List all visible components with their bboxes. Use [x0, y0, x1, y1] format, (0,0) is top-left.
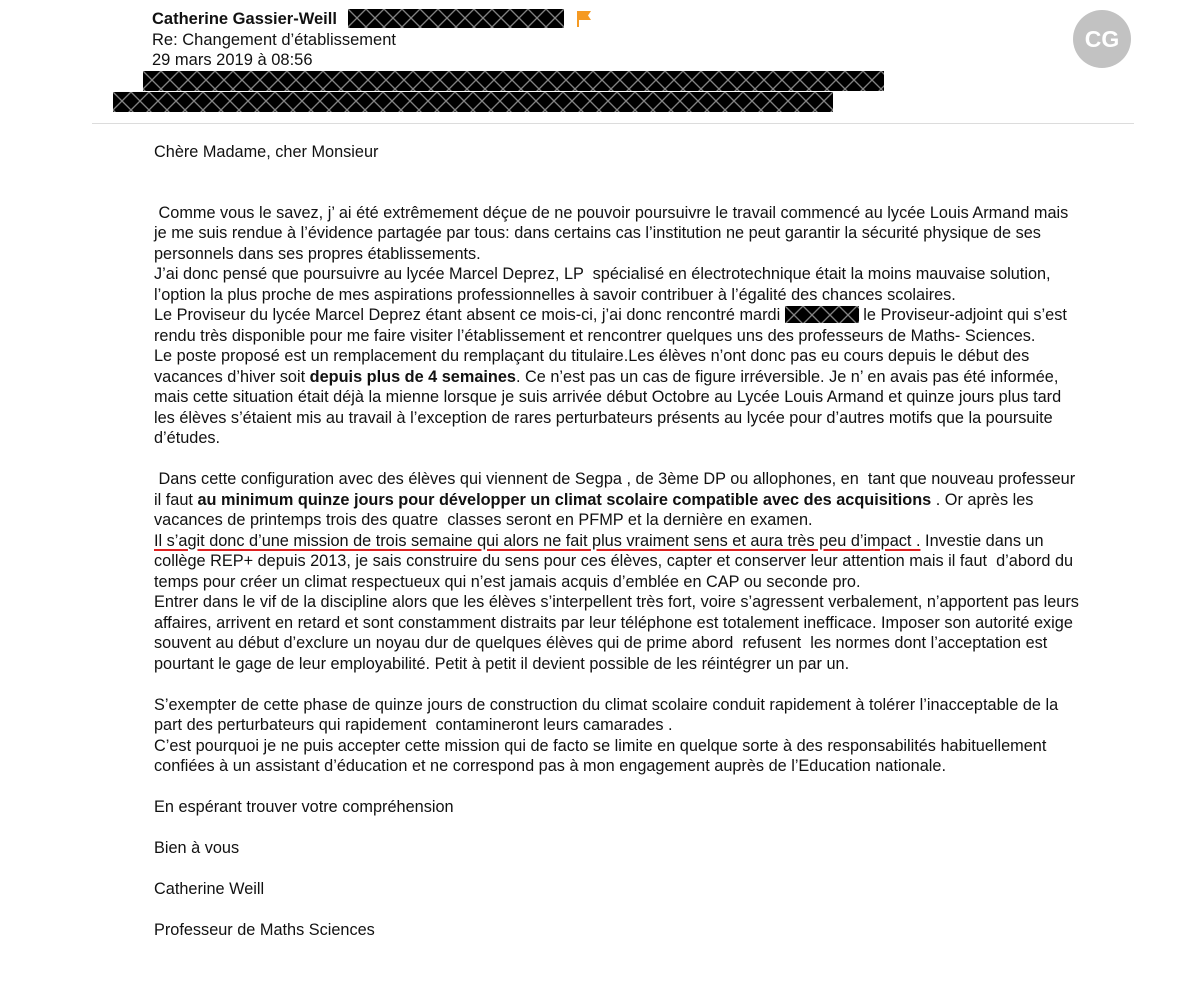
body-line: d’études. — [154, 429, 221, 447]
body-line: J’ai donc pensé que poursuivre au lycée Marcel Deprez, LP spécialisé en électrotechnique était la moins mauvaise solution, — [154, 265, 1051, 283]
body-line: collège REP+ depuis 2013, je sais construire du sens pour ces élèves, capter et conserver leur attention mais il faut d’abord du — [154, 552, 1074, 570]
body-line — [154, 305, 1144, 326]
body-line — [154, 531, 1144, 552]
body-line: affaires, arrivent en retard et sont constamment distraits par leur téléphone est totalement inefficace. Imposer son autorité exige — [154, 613, 1073, 632]
signature-title: Professeur de Maths Sciences — [154, 921, 375, 939]
date-value: 29 mars 2019 à 08:56 — [152, 51, 313, 69]
paragraph-1 — [154, 203, 1144, 449]
paragraph-2 — [154, 469, 1144, 674]
body-line: C’est pourquoi je ne puis accepter cette mission qui de facto se limite en quelque sorte à des responsabilités habituellement — [154, 736, 1047, 755]
paragraph-3 — [154, 695, 1144, 777]
body-line: souvent au début d’exclure un noyau dur de quelques élèves qui de prime abord refusent les normes dont l’acceptation est — [154, 634, 1048, 652]
signature-name: Catherine Weill — [154, 880, 265, 898]
body-text: vacances d’hiver soit — [154, 367, 310, 386]
body-line: les élèves s’étaient mis au travail à l’exception de rares perturbateurs présents au lycée pour d’autres motifs que la poursuite — [154, 408, 1053, 427]
body-line: pourtant le gage de leur employabilité. Petit à petit il devient possible de les réintégrer un par un. — [154, 654, 850, 673]
body-text: Investie dans un — [920, 531, 1044, 550]
body-line: confiées à un assistant d’éducation et ne correspond pas à mon engagement auprès de l’Education nationale. — [154, 757, 946, 775]
bold-text: au minimum quinze jours pour développer un climat scolaire compatible avec des acquisitions — [197, 490, 932, 509]
body-line: l’option la plus proche de mes aspirations professionnelles à savoir contribuer à l’égalité des chances scolaires. — [154, 285, 956, 304]
redacted-recipients-line2 — [113, 92, 833, 112]
body-line: rendu très disponible pour me faire visiter l’établissement et rencontrer quelques uns des professeurs de Maths- Sciences. — [154, 326, 1036, 345]
body-line: Entrer dans le vif de la discipline alors que les élèves s’interpellent très fort, voire s’agressent verbalement, n’apportent pas leurs — [154, 593, 1079, 611]
header-divider — [92, 123, 1134, 124]
body-line — [154, 490, 1144, 511]
body-line: part des perturbateurs qui rapidement contamineront leurs camarades . — [154, 716, 673, 734]
body-line: personnels dans ses propres établissements. — [154, 244, 481, 263]
body-line: Le poste proposé est un remplacement du remplaçant du titulaire.Les élèves n’ont donc pas eu cours depuis le début des — [154, 347, 1030, 365]
redacted-date — [785, 306, 859, 323]
subject-value: Re: Changement d’établissement — [152, 31, 396, 49]
body-text: il faut — [154, 490, 198, 509]
body-line: S’exempter de cette phase de quinze jours de construction du climat scolaire conduit rapidement à tolérer l’inacceptable de la — [154, 695, 1059, 714]
body-text: Le Proviseur du lycée Marcel Deprez étant absent ce mois-ci, j’ai donc rencontré mardi — [154, 306, 785, 324]
underlined-text: Il s’agit donc d’une mission de trois semaine qui alors ne fait plus vraiment sens et aura très peu d’impact . — [154, 531, 921, 550]
greeting: Chère Madame, cher Monsieur — [154, 143, 379, 161]
sender-name[interactable]: Catherine Gassier-Weill — [152, 10, 337, 28]
closing-line: En espérant trouver votre compréhension — [154, 798, 454, 816]
body-text: . Ce n’est pas un cas de figure irréversible. Je n’ en avais pas été informée, — [515, 367, 1059, 386]
redacted-sender-email — [348, 9, 564, 28]
email-body — [154, 142, 1144, 941]
flag-icon[interactable] — [576, 10, 592, 28]
body-line: vacances de printemps trois des quatre classes seront en PFMP et la dernière en examen. — [154, 511, 813, 529]
body-line: mais cette situation était déjà la mienne lorsque je suis arrivée début Octobre au Lycée Louis Armand et quinze jours plus tard — [154, 388, 1062, 406]
body-line: Dans cette configuration avec des élèves qui viennent de Segpa , de 3ème DP ou allophones, en tant que nouveau professeur — [154, 470, 1076, 488]
from-value — [152, 9, 564, 29]
closing-line: Bien à vous — [154, 839, 240, 857]
body-line: temps pour créer un climat respectueux qui n’est jamais acquis d’emblée en CAP ou seconde pro. — [154, 572, 861, 591]
bold-text: depuis plus de 4 semaines — [309, 367, 516, 386]
body-text: . Or après les — [931, 490, 1034, 509]
sender-avatar[interactable]: CG — [1073, 10, 1131, 68]
body-text: le Proviseur-adjoint qui s’est — [858, 306, 1067, 324]
body-line: Comme vous le savez, j’ ai été extrêmement déçue de ne pouvoir poursuivre le travail commencé au lycée Louis Armand mais — [154, 203, 1069, 222]
body-line — [154, 367, 1144, 388]
redacted-recipients-line1 — [143, 71, 884, 91]
body-line: je me suis rendue à l’évidence partagée par tous: dans certains cas l’institution ne peut garantir la sécurité physique de ses — [154, 224, 1041, 242]
